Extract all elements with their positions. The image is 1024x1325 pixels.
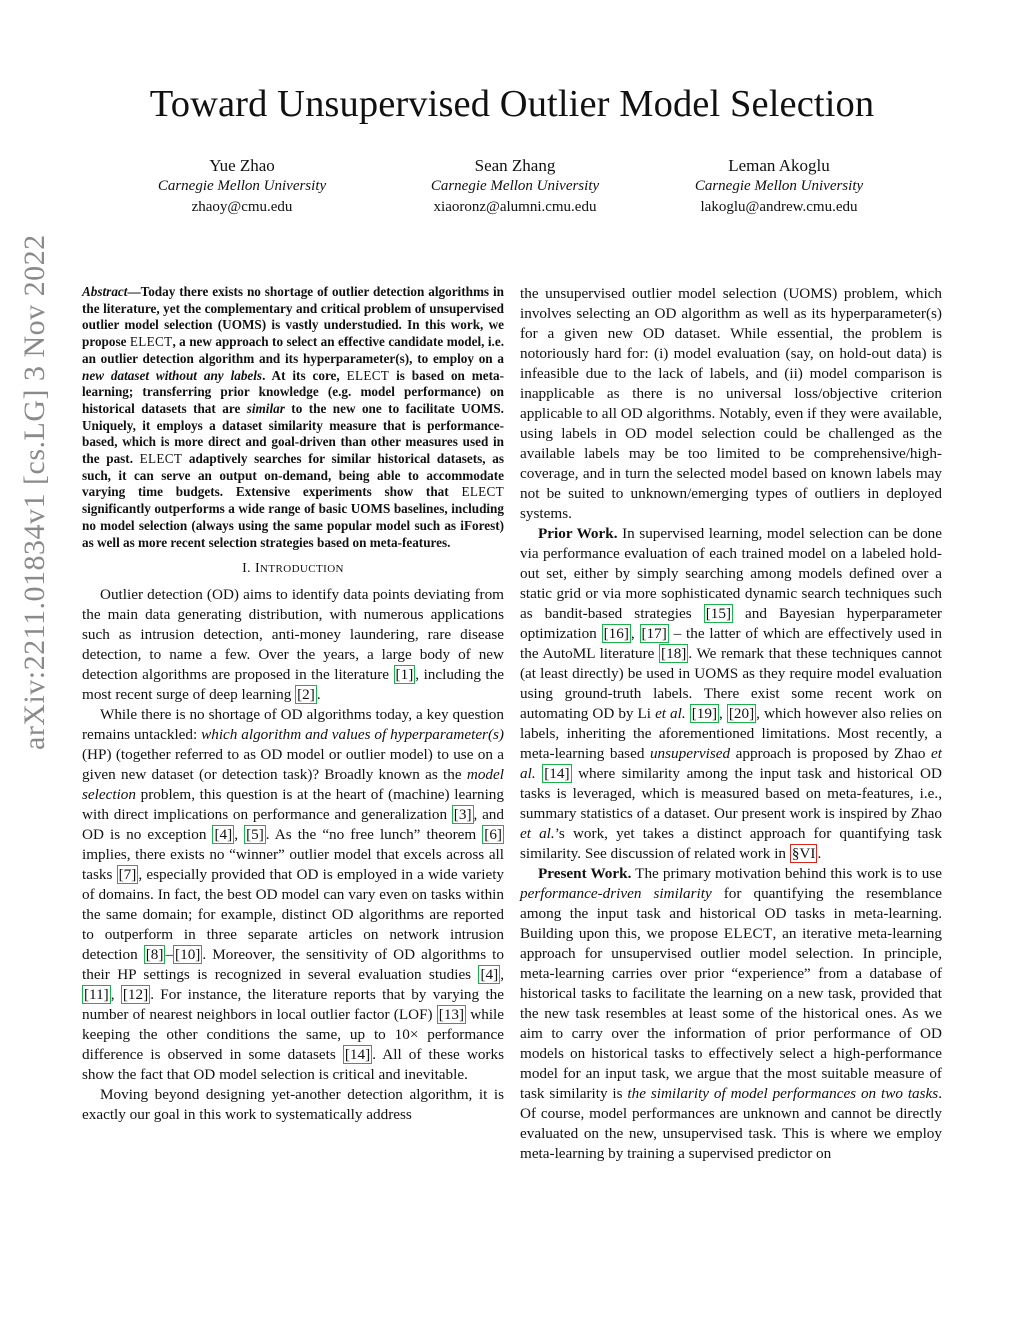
emphasis-text: unsupervised bbox=[649, 745, 731, 762]
system-name: ELECT bbox=[129, 334, 173, 350]
emphasis-text: model selection bbox=[82, 766, 504, 804]
abstract-dash: — bbox=[127, 284, 141, 299]
paragraph-text: problem, this question is at the heart of (machine) learning with direct implications on performance and generalization bbox=[82, 786, 504, 824]
paragraph-text: The primary motivation behind this work is to use bbox=[631, 865, 942, 882]
section-heading-introduction bbox=[82, 561, 504, 577]
paragraph-text: approach is proposed by Zhao bbox=[730, 745, 932, 762]
paragraph-text: While there is no shortage of OD algorithms today, a key question remains untackled: bbox=[82, 706, 504, 744]
left-column bbox=[82, 284, 504, 1125]
abstract-text: adaptively searches for similar historical datasets, as such, it can serve an output on-demand, being able to accommodate varying time budgets. Extensive experiments show that bbox=[82, 451, 504, 500]
abstract-emphasis: new dataset without any labels bbox=[82, 367, 263, 383]
paragraph-text: the unsupervised outlier model selection (UOMS) problem, which involves selecting an OD algorithm as well as its hyperparameter(s) for a given new OD dataset. While essential, the problem is notoriously hard for: (i) model evaluation (say, on hold-out data) is infeasible due to the lack of labels, and (ii) model comparison is inapplicable as there is no universal loss/objective criterion applicable to all OD algorithms. Notably, even if they were available, using labels in OD model selection could be challenged as the available labels may be too limited to be comprehensive/high-coverage, and in turn the selected model based on known labels may not be suited to unknown/emerging types of outliers in deployed systems. bbox=[520, 285, 943, 522]
citation-link[interactable]: [2] bbox=[297, 686, 315, 704]
citation-link[interactable]: [6] bbox=[484, 826, 502, 844]
paragraph-prior-work bbox=[520, 524, 942, 864]
section-numeral: I. bbox=[242, 561, 255, 577]
abstract-text: to the new one to facilitate UOMS. Uniquely, it employs a dataset similarity measure that is performance-based, which is more direct and goal-driven than other measures used in the past. bbox=[82, 400, 504, 467]
system-name: ELECT bbox=[139, 451, 183, 467]
system-name: ELECT bbox=[461, 484, 504, 500]
citation-link[interactable]: [20] bbox=[728, 705, 755, 722]
citation-link[interactable]: [14] bbox=[544, 765, 570, 782]
citation-link[interactable]: [18] bbox=[661, 645, 687, 662]
paragraph-text: . For instance, the literature reports that by varying the number of nearest neighbors in local outlier factor (LOF) bbox=[82, 986, 504, 1024]
paragraph-present-work bbox=[520, 864, 942, 1164]
paragraph-text: Outlier detection (OD) aims to identify data points deviating from the main data generating distribution, with numerous applications such as intrusion detection, anti-money laundering, rare disease detection, to name a few. Over the years, a large body of new detection algorithms are proposed in the literature bbox=[82, 586, 504, 684]
paragraph-text: In supervised learning, model selection can be done via performance evaluation of each trained model on a labeled hold-out set, either by simply searching among models defined over a static grid or via more sophisticated dynamic search techniques such as bandit-based strategies bbox=[520, 525, 942, 622]
paragraph-text: – bbox=[165, 946, 174, 964]
paragraph-text: for quantifying the resemblance among the input task and historical OD tasks in meta-learning. Building upon this, we propose bbox=[520, 885, 942, 942]
abstract-emphasis: similar bbox=[246, 400, 285, 416]
author-email: xiaoronz@alumni.cmu.edu bbox=[433, 199, 597, 215]
author-block-1 bbox=[112, 155, 372, 218]
emphasis-text: et al. bbox=[520, 825, 555, 842]
paper-title: Toward Unsupervised Outlier Model Selection bbox=[149, 83, 875, 125]
paragraph-text: , which however also relies on labels, inheriting the aforementioned limitations. Most recently, a meta-learning based bbox=[520, 705, 943, 762]
paragraph-text: , bbox=[110, 986, 121, 1004]
author-block-2 bbox=[385, 155, 645, 218]
author-name: Sean Zhang bbox=[474, 156, 556, 175]
abstract-text: , a new approach to select an effective candidate model, i.e. an outlier detection algorithm and its hyperparameter(s), to employ on a bbox=[82, 334, 504, 366]
section-title-rest: NTRODUCTION bbox=[260, 563, 344, 576]
citation-link[interactable]: [3] bbox=[453, 806, 472, 824]
paragraph-text: . All of these works show the fact that OD model selection is critical and inevitable. bbox=[82, 1046, 504, 1084]
author-name: Leman Akoglu bbox=[728, 156, 830, 175]
paragraph-text: , an iterative meta-learning approach for unsupervised outlier model selection. In principle, meta-learning carries over prior “experience” from a database of historical tasks to facilitate the learning on a new task, provided that the new task resembles at least some of the historical ones. As we aim to carry over the information of prior performance of OD models on historical tasks to effectively select a high-performance model for an input task, we argue that the most suitable measure of task similarity is bbox=[520, 925, 942, 1102]
paragraph bbox=[520, 284, 942, 524]
emphasis-text: performance-driven similarity bbox=[520, 885, 712, 902]
citation-link[interactable]: [8] bbox=[145, 946, 164, 964]
emphasis-text: the similarity of model performances on two tasks bbox=[627, 1085, 939, 1102]
citation-link[interactable]: [7] bbox=[118, 866, 137, 884]
paragraph-text: . We remark that these techniques cannot (at least directly) be used in UOMS as they require model evaluation using ground-truth labels. There exist some recent work on automating OD by Li bbox=[520, 645, 942, 722]
citation-link[interactable]: [13] bbox=[438, 1006, 465, 1024]
paragraph-text: , bbox=[719, 705, 727, 722]
author-block-3 bbox=[649, 155, 909, 218]
paragraph-text: , bbox=[500, 966, 504, 984]
author-email: zhaoy@cmu.edu bbox=[191, 199, 293, 215]
paragraph-text: . bbox=[316, 686, 321, 704]
citation-link[interactable]: [5] bbox=[246, 826, 264, 844]
paragraph-text: , and OD is no exception bbox=[82, 806, 504, 844]
author-affiliation: Carnegie Mellon University bbox=[694, 178, 864, 194]
paragraph-text: . As the “no free lunch” theorem bbox=[265, 826, 483, 844]
paragraph-heading: Present Work. bbox=[538, 865, 632, 882]
paragraph-text: Moving beyond designing yet-another detection algorithm, it is exactly our goal in this work to systematically address bbox=[82, 1086, 504, 1124]
section-reference-link[interactable]: §VI bbox=[791, 845, 816, 862]
citation-link[interactable]: [16] bbox=[603, 625, 629, 642]
abstract-label: Abstract bbox=[82, 284, 128, 299]
emphasis-text: which algorithm and values of hyperparameter(s) bbox=[201, 726, 504, 744]
abstract bbox=[82, 284, 504, 551]
emphasis-text: et al. bbox=[655, 705, 686, 722]
paragraph bbox=[82, 705, 504, 1085]
paragraph bbox=[82, 1085, 504, 1125]
paragraph-text: , bbox=[630, 625, 640, 642]
citation-link[interactable]: [1] bbox=[395, 666, 414, 684]
abstract-text: . At its core, bbox=[262, 367, 347, 383]
section-title-initial: I bbox=[254, 561, 261, 577]
paragraph-text: . Moreover, the sensitivity of OD algorithms to their HP settings is recognized in several evaluation studies bbox=[82, 946, 504, 984]
paragraph-text: – the latter of which are effectively used in the AutoML literature bbox=[520, 625, 942, 662]
citation-link[interactable]: [4] bbox=[480, 966, 499, 984]
system-name: ELECT bbox=[723, 925, 773, 942]
author-affiliation: Carnegie Mellon University bbox=[157, 178, 327, 194]
paragraph-text: . Of course, model performances are unknown and cannot be directly evaluated on the new, unsupervised task. This is where we employ meta-learning by training a supervised predictor on bbox=[520, 1085, 942, 1162]
abstract-text: is based on meta-learning; transferring prior knowledge (e.g. model performance) on historical datasets that are bbox=[82, 367, 504, 416]
author-email: lakoglu@andrew.cmu.edu bbox=[700, 199, 858, 215]
paragraph-text: where similarity among the input task and historical OD tasks is leveraged, which is measured based on meta-features, i.e., summary statistics of a dataset. Our present work is inspired by Zhao bbox=[520, 765, 942, 822]
author-name: Yue Zhao bbox=[209, 156, 275, 175]
paragraph-text: implies, there exists no “winner” outlier model that excels across all tasks bbox=[82, 846, 504, 884]
abstract-text: Today there exists no shortage of outlier detection algorithms in the literature, yet the complementary and critical problem of unsupervised outlier model selection (UOMS) is vastly understudied. In this work, we propose bbox=[82, 284, 504, 350]
paragraph-text: . bbox=[817, 845, 822, 862]
author-affiliation: Carnegie Mellon University bbox=[430, 178, 600, 194]
abstract-text: significantly outperforms a wide range of basic UOMS baselines, including no model selection (always using the same popular model such as iForest) as well as more recent selection strategies based on meta-features. bbox=[82, 501, 504, 550]
citation-link[interactable]: [17] bbox=[641, 625, 667, 642]
emphasis-text: et al. bbox=[520, 745, 942, 782]
citation-link[interactable]: [4] bbox=[214, 826, 233, 844]
paragraph-text: while keeping the other conditions the same, up to 10× performance difference is observed in some datasets bbox=[82, 1006, 504, 1064]
paragraph-heading: Prior Work. bbox=[538, 525, 618, 542]
citation-link[interactable]: [10] bbox=[175, 946, 201, 964]
citation-link[interactable]: [12] bbox=[122, 986, 149, 1004]
system-name: ELECT bbox=[346, 367, 390, 383]
citation-link[interactable]: [14] bbox=[344, 1046, 371, 1064]
paragraph-text: , especially provided that OD is employed in a wide variety of domains. In fact, the best OD model can vary even on tasks within the same domain; for example, distinct OD algorithms are reported to outperform in three separate articles on network intrusion detection bbox=[82, 866, 505, 964]
citation-link[interactable]: [19] bbox=[691, 705, 718, 722]
paragraph-text: ’s work, yet takes a distinct approach for quantifying task similarity. See discussion of related work in bbox=[520, 825, 942, 862]
citation-link[interactable]: [15] bbox=[705, 605, 732, 622]
paragraph-text: (HP) (together referred to as OD model or outlier model) to use on a given new dataset (or detection task)? Broadly known as the bbox=[82, 746, 504, 784]
paragraph bbox=[82, 585, 504, 705]
paragraph-text: , including the most recent surge of deep learning bbox=[82, 666, 504, 704]
paragraph-text: , bbox=[234, 826, 245, 844]
paragraph-text: and Bayesian hyperparameter optimization bbox=[520, 605, 942, 642]
right-column bbox=[520, 284, 942, 1164]
citation-link[interactable]: [11] bbox=[84, 986, 109, 1004]
arxiv-identifier: arXiv:2211.01834v1 [cs.LG] 3 Nov 2022 bbox=[18, 234, 51, 750]
